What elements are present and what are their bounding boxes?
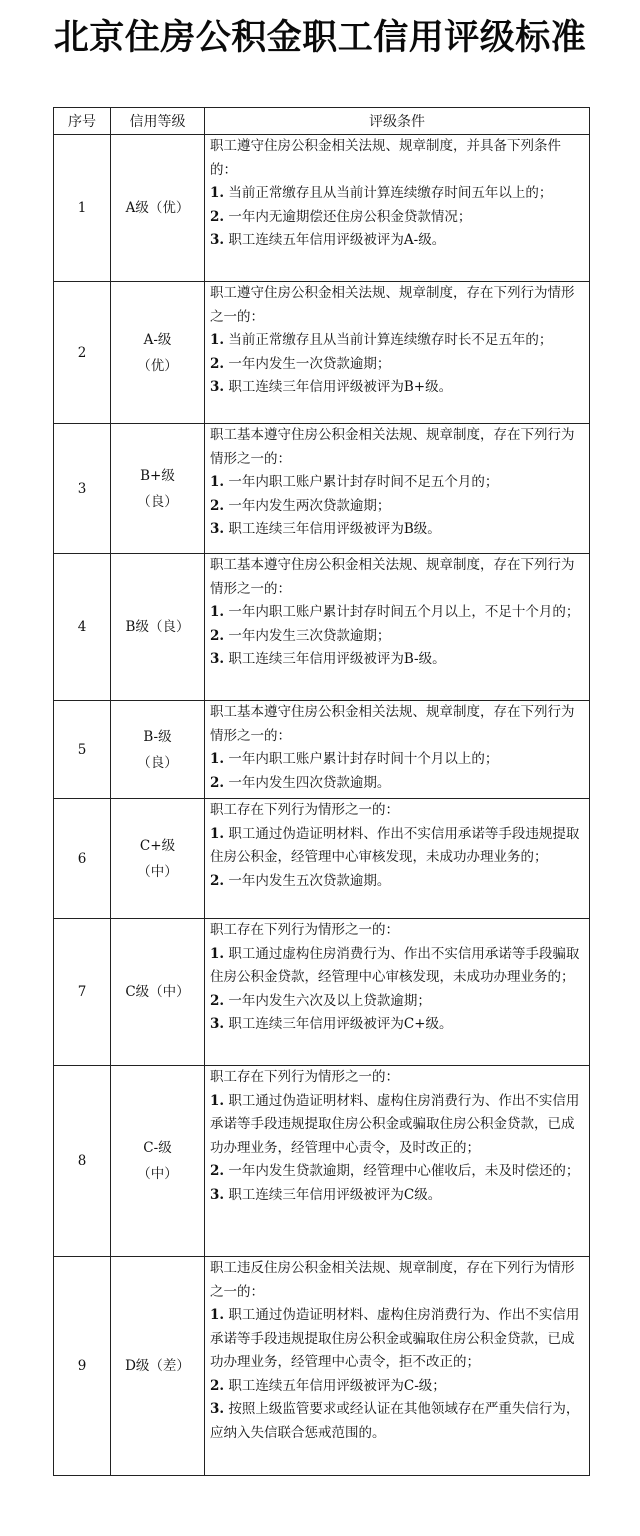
- condition-item: 2. 一年内发生一次贷款逾期；: [210, 355, 391, 372]
- credit-level-text: A级（优）: [125, 200, 190, 216]
- rating-conditions-cell: [205, 554, 590, 701]
- condition-intro: 职工基本遵守住房公积金相关法规、规章制度，存在下列行为情形之一的：: [210, 704, 575, 744]
- table-row: [54, 701, 590, 799]
- credit-level-text: B-级 （良）: [137, 728, 178, 771]
- condition-item: 1. 当前正常缴存且从当前计算连续缴存时间五年以上的；: [210, 185, 553, 201]
- serial-number-cell: 9: [54, 1257, 111, 1476]
- serial-number-cell: 3: [54, 424, 111, 554]
- condition-item: 2. 一年内发生六次及以上贷款逾期；: [210, 992, 431, 1009]
- credit-level-text: B+级 （良）: [137, 467, 178, 510]
- condition-item: 2. 一年内发生两次贷款逾期；: [210, 497, 391, 514]
- rating-conditions-cell: [205, 1066, 590, 1257]
- condition-item: 1. 职工通过虚构住房消费行为、作出不实信用承诺等手段骗取住房公积金贷款，经管理中心审核发现，未成功办理业务的；: [210, 945, 580, 985]
- serial-number-cell: 4: [54, 554, 111, 701]
- credit-rating-table: [53, 107, 590, 1476]
- condition-item: 1. 职工通过伪造证明材料、作出不实信用承诺等手段违规提取住房公积金，经管理中心审核发现，未成功办理业务的；: [210, 825, 580, 865]
- condition-intro: 职工基本遵守住房公积金相关法规、规章制度，存在下列行为情形之一的：: [210, 427, 575, 467]
- credit-level-text: C+级 （中）: [137, 837, 178, 880]
- condition-item: 1. 职工通过伪造证明材料、虚构住房消费行为、作出不实信用承诺等手段违规提取住房公积金或骗取住房公积金贷款，已成功办理业务，经管理中心责令，拒不改正的；: [210, 1307, 580, 1370]
- rating-conditions-cell: [205, 701, 590, 799]
- rating-conditions-cell: [205, 135, 590, 282]
- condition-intro: 职工违反住房公积金相关法规、规章制度，存在下列行为情形之一的：: [210, 1260, 575, 1300]
- header-rating-conditions: 评级条件: [205, 108, 590, 135]
- condition-item: 1. 一年内职工账户累计封存时间不足五个月的；: [210, 474, 499, 490]
- table-body: [54, 135, 590, 1476]
- serial-number-cell: 1: [54, 135, 111, 282]
- rating-conditions-cell: [205, 919, 590, 1066]
- credit-level-cell: [111, 135, 205, 282]
- condition-item: 2. 一年内发生五次贷款逾期。: [210, 872, 391, 889]
- condition-intro: 职工存在下列行为情形之一的：: [210, 1069, 399, 1085]
- table-row: [54, 1066, 590, 1257]
- credit-level-text: B级（良）: [125, 619, 190, 635]
- condition-item: 2. 一年内无逾期偿还住房公积金贷款情况；: [210, 208, 472, 225]
- rating-conditions-cell: [205, 799, 590, 919]
- condition-item: 3. 职工连续三年信用评级被评为B级。: [210, 521, 441, 537]
- credit-level-cell: [111, 1066, 205, 1257]
- header-serial-number: 序号: [54, 108, 111, 135]
- condition-item: 1. 一年内职工账户累计封存时间十个月以上的；: [210, 751, 499, 767]
- condition-item: 2. 一年内发生贷款逾期，经管理中心催收后，未及时偿还的；: [210, 1163, 580, 1179]
- serial-number-cell: 5: [54, 701, 111, 799]
- table-row: [54, 799, 590, 919]
- credit-level-text: A-级 （优）: [137, 331, 178, 374]
- condition-intro: 职工遵守住房公积金相关法规、规章制度，存在下列行为情形之一的：: [210, 285, 575, 325]
- header-credit-level: 信用等级: [111, 108, 205, 135]
- table-row: [54, 135, 590, 282]
- condition-item: 3. 职工连续三年信用评级被评为C级。: [210, 1186, 442, 1203]
- rating-conditions-cell: [205, 282, 590, 424]
- condition-item: 3. 按照上级监管要求或经认证在其他领域存在严重失信行为，应纳入失信联合惩戒范围的。: [210, 1401, 580, 1441]
- page-title: 北京住房公积金职工信用评级标准: [53, 18, 587, 58]
- credit-level-cell: [111, 919, 205, 1066]
- credit-level-cell: [111, 554, 205, 701]
- condition-item: 3. 职工连续三年信用评级被评为B+级。: [210, 379, 453, 395]
- table-row: [54, 554, 590, 701]
- credit-level-cell: [111, 1257, 205, 1476]
- credit-level-text: C-级 （中）: [137, 1140, 178, 1182]
- condition-intro: 职工基本遵守住房公积金相关法规、规章制度，存在下列行为情形之一的：: [210, 557, 575, 597]
- condition-item: 3. 职工连续三年信用评级被评为B-级。: [210, 651, 446, 667]
- condition-item: 2. 一年内发生三次贷款逾期；: [210, 627, 391, 644]
- condition-item: 2. 职工连续五年信用评级被评为C-级；: [210, 1377, 446, 1394]
- credit-level-cell: [111, 424, 205, 554]
- table-row: [54, 424, 590, 554]
- credit-level-cell: [111, 701, 205, 799]
- condition-intro: 职工遵守住房公积金相关法规、规章制度，并具备下列条件的：: [210, 138, 561, 178]
- condition-item: 1. 一年内职工账户累计封存时间五个月以上，不足十个月的；: [210, 604, 580, 620]
- serial-number-cell: 6: [54, 799, 111, 919]
- condition-item: 1. 职工通过伪造证明材料、虚构住房消费行为、作出不实信用承诺等手段违规提取住房公积金或骗取住房公积金贷款，已成功办理业务，经管理中心责令，及时改正的；: [210, 1092, 580, 1156]
- table-row: [54, 282, 590, 424]
- condition-item: 2. 一年内发生四次贷款逾期。: [210, 774, 391, 791]
- credit-level-text: C级（中）: [125, 984, 190, 1000]
- rating-conditions-cell: [205, 424, 590, 554]
- condition-intro: 职工存在下列行为情形之一的：: [210, 922, 399, 938]
- serial-number-cell: 8: [54, 1066, 111, 1257]
- credit-level-text: D级（差）: [125, 1358, 190, 1374]
- serial-number-cell: 2: [54, 282, 111, 424]
- condition-intro: 职工存在下列行为情形之一的：: [210, 802, 399, 818]
- condition-item: 3. 职工连续三年信用评级被评为C+级。: [210, 1016, 453, 1032]
- credit-level-cell: [111, 799, 205, 919]
- table-header-row: [54, 108, 590, 135]
- table-row: [54, 919, 590, 1066]
- rating-conditions-cell: [205, 1257, 590, 1476]
- credit-level-cell: [111, 282, 205, 424]
- serial-number-cell: 7: [54, 919, 111, 1066]
- condition-item: 3. 职工连续五年信用评级被评为A-级。: [210, 232, 446, 248]
- table-row: [54, 1257, 590, 1476]
- condition-item: 1. 当前正常缴存且从当前计算连续缴存时长不足五年的；: [210, 332, 553, 348]
